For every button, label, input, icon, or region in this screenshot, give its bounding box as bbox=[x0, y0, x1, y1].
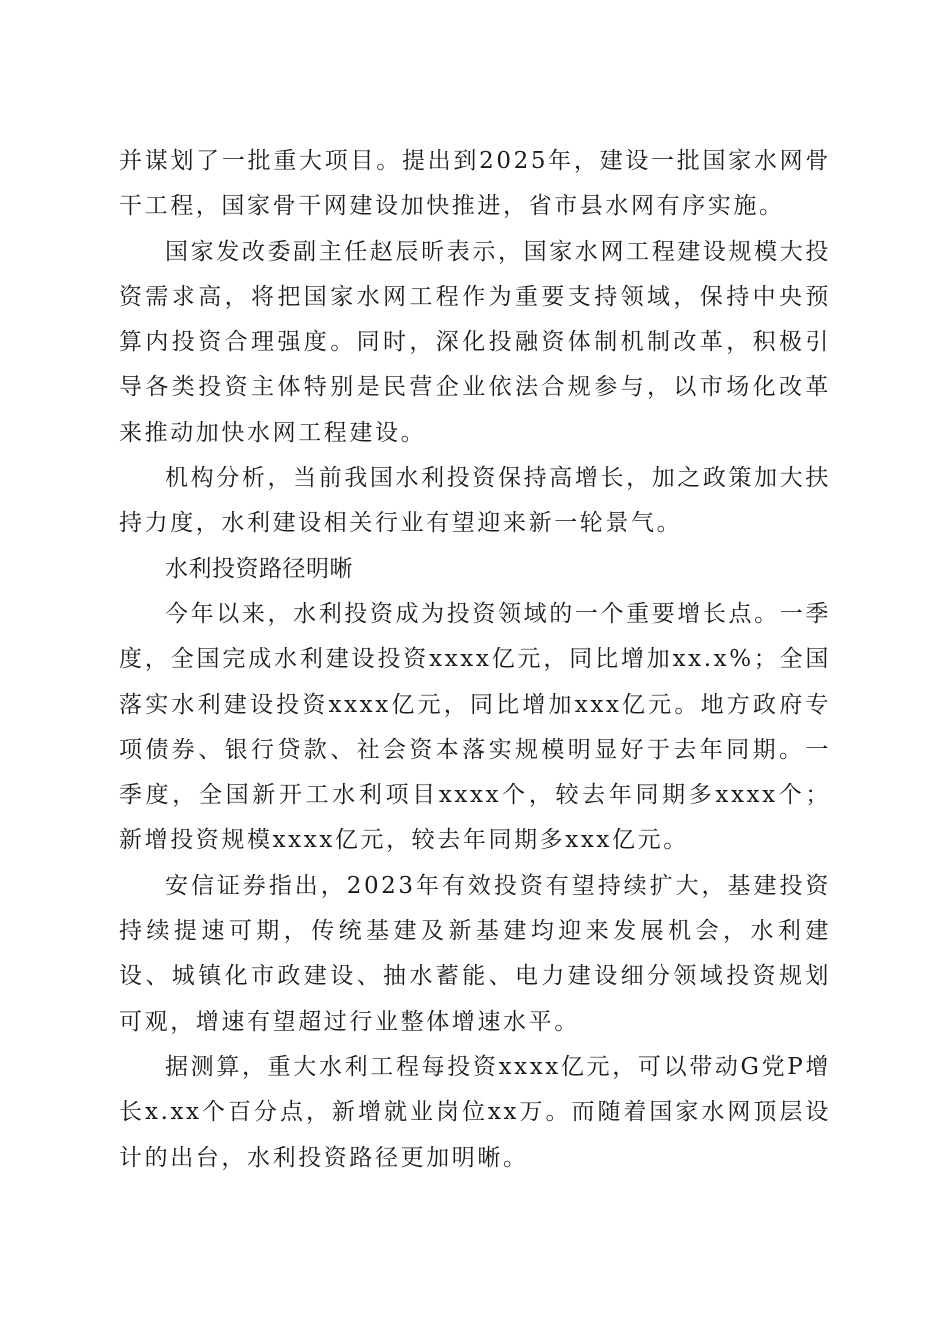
document-page bbox=[119, 139, 831, 1181]
paragraph-ndrc-statement: 国家发改委副主任赵辰昕表示，国家水网工程建设规模大投资需求高，将把国家水网工程作为重要支持领域，保持中央预算内投资合理强度。同时，深化投融资体制机制改革，积极引导各类投资主体特别是民营企业依法合规参与，以市场化改革来推动加快水网工程建设。 bbox=[119, 238, 831, 446]
paragraph-institution-analysis: 机构分析，当前我国水利投资保持高增长，加之政策加大扶持力度，水利建设相关行业有望迎来新一轮景气。 bbox=[119, 465, 831, 537]
paragraph-investment-growth: 今年以来，水利投资成为投资领域的一个重要增长点。一季度，全国完成水利建设投资xxxx亿元，同比增加xx.x%；全国落实水利建设投资xxxx亿元，同比增加xxx亿元。地方政府专项债券、银行贷款、社会资本落实规模明显好于去年同期。一季度，全国新开工水利项目xxxx个，较去年同期多xxxx个；新增投资规模xxxx亿元，较去年同期多xxx亿元。 bbox=[119, 600, 831, 854]
paragraph-estimation: 据测算，重大水利工程每投资xxxx亿元，可以带动G党P增长x.xx个百分点，新增就业岗位xx万。而随着国家水网顶层设计的出台，水利投资路径更加明晰。 bbox=[119, 1053, 831, 1171]
paragraph-essence-securities: 安信证券指出，2023年有效投资有望持续扩大，基建投资持续提速可期，传统基建及新基建均迎来发展机会，水利建设、城镇化市政建设、抽水蓄能、电力建设细分领域投资规划可观，增速有望超过行业整体增速水平。 bbox=[119, 872, 831, 1035]
paragraph-continuation: 并谋划了一批重大项目。提出到2025年，建设一批国家水网骨干工程，国家骨干网建设加快推进，省市县水网有序实施。 bbox=[119, 148, 831, 220]
section-heading: 水利投资路径明晰 bbox=[165, 555, 353, 582]
